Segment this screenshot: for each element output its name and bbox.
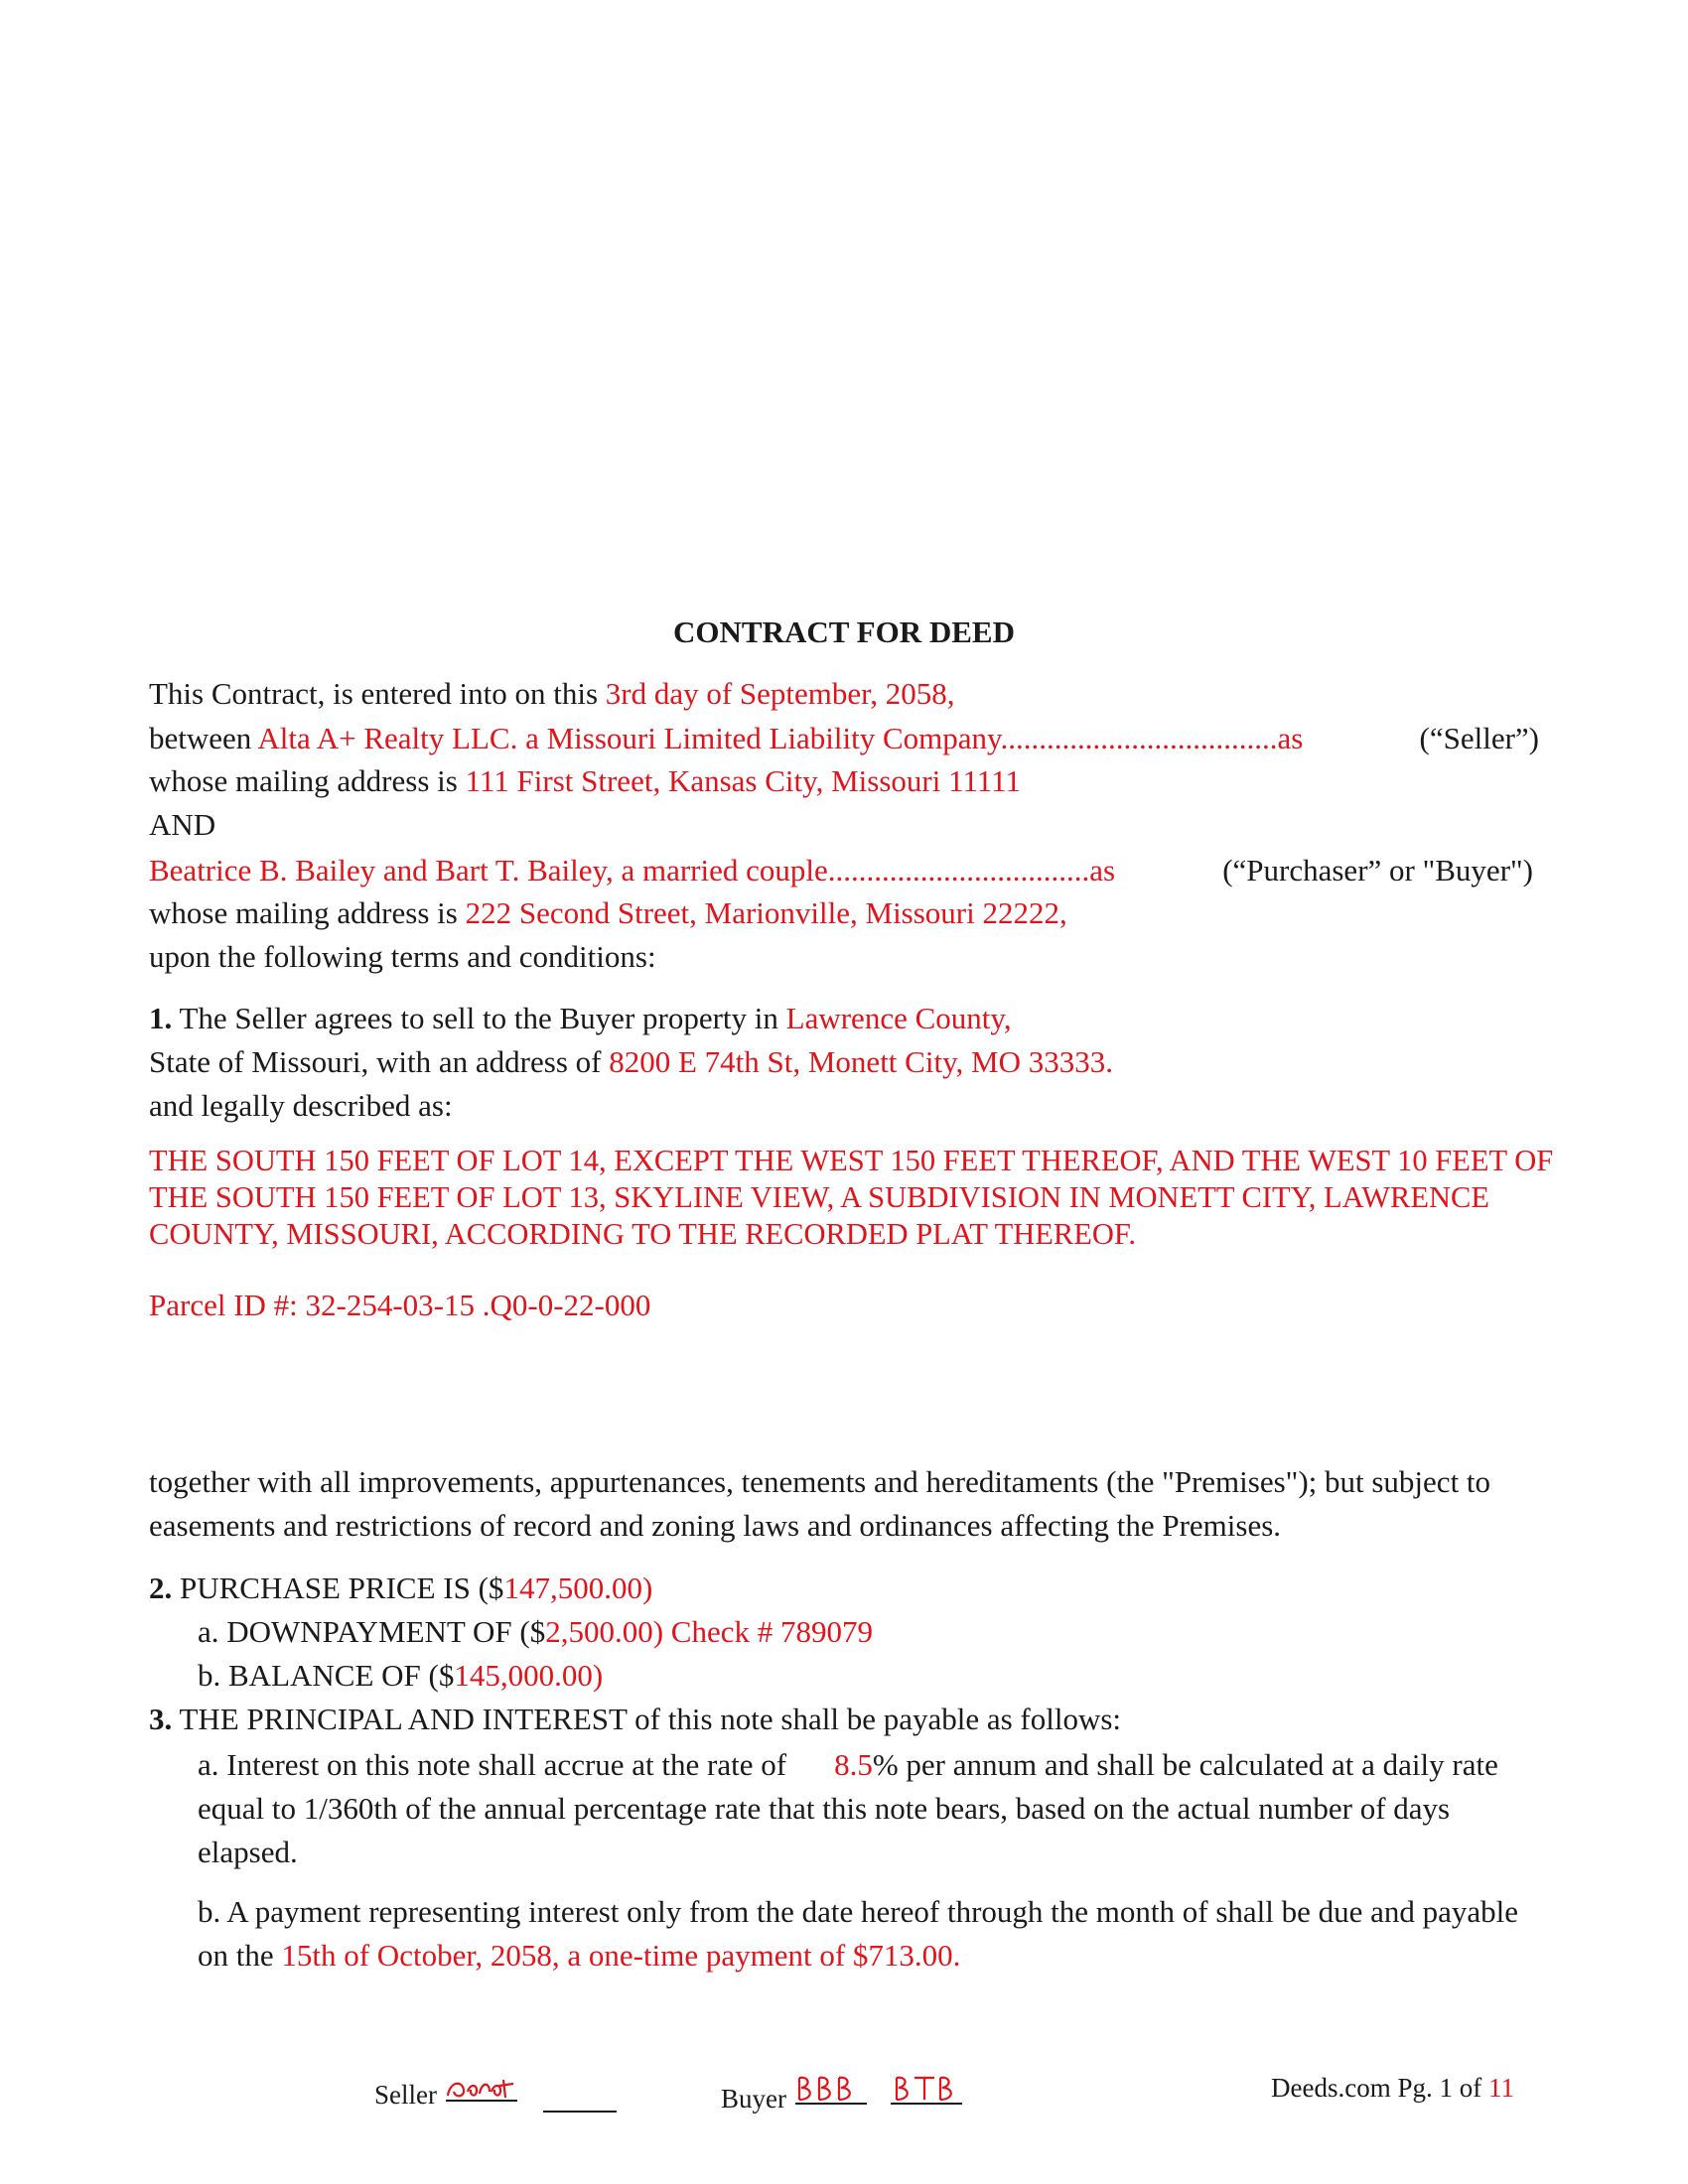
purchase-price: 147,500.00) [503,1570,653,1605]
buyer-signature-2 [889,2070,964,2116]
balance-line [198,1656,603,1696]
terms-label: upon the following terms and conditions: [149,939,656,974]
entered-text: This Contract, is entered into on this [149,676,606,711]
legal-description: THE SOUTH 150 FEET OF LOT 14, EXCEPT THE WEST 150 FEET THEREOF, AND THE WEST 10 FEET OF THE SOUTH 150 FEET OF LOT 13, SKYLINE VIEW, A SUBDIVISION IN MONETT CITY, LAWRENCE COUNTY, MISSOURI, ACCORDING TO THE RECORDED PLAT THEREOF. [149,1144,1554,1251]
section-3-line [149,1700,1121,1739]
buyer-initials [721,2070,964,2116]
intro-line [149,674,955,714]
buyer-address: 222 Second Street, Marionville, Missouri 22222, [465,895,1067,930]
interest-rate: 8.5 [834,1747,873,1782]
county: Lawrence County, [785,1001,1012,1035]
balance-amount: 145,000.00) [454,1658,604,1693]
seller-initials [374,2070,617,2113]
seller-address-line [149,761,1021,801]
section-3-label: THE PRINCIPAL AND INTEREST of this note shall be payable as follows: [172,1702,1122,1736]
interest-paragraph [198,1743,1550,1874]
buyer-as: as [1089,853,1116,887]
section-1-number: 1. [149,1001,173,1035]
parcel-id: Parcel ID #: 32-254-03-15 .Q0-0-22-000 [149,1288,651,1322]
contract-date: 3rd day of September, 2058, [605,676,955,711]
section-1-text: The Seller agrees to sell to the Buyer property in [172,1001,786,1035]
buyer-address-line [149,893,1067,933]
mailing-label: whose mailing address is [149,763,466,798]
seller-address: 111 First Street, Kansas City, Missouri 11111 [465,763,1022,798]
mailing-label: whose mailing address is [149,895,466,930]
balance-label: b. BALANCE OF ($ [198,1658,455,1693]
payment-text: b. A payment representing interest only from the date hereof through the month of shall be due and payable on the [198,1894,1519,1973]
downpayment-amount: 2,500.00) Check # 789079 [545,1614,873,1649]
premises-paragraph: together with all improvements, appurtenances, tenements and hereditaments (the "Premises"); but subject to easements and restrictions of record and zoning laws and ordinances affecting the Premises. [149,1464,1491,1543]
seller-name: Alta A+ Realty LLC. a Missouri Limited Liability Company [257,721,1001,755]
seller-second-initial-blank [543,2083,617,2113]
section-3-number: 3. [149,1702,173,1736]
buyer-label: Buyer [721,2084,786,2114]
buyer-name: Beatrice B. Bailey and Bart T. Bailey, a married couple [149,853,828,887]
seller-label: Seller [374,2080,437,2110]
and-label: AND [149,807,216,842]
buyer-line [149,851,1533,890]
section-2-number: 2. [149,1570,173,1605]
section-2-line [149,1569,652,1608]
site-page-label: Deeds.com Pg. 1 of [1271,2073,1488,2103]
total-pages: 11 [1487,2073,1514,2103]
state-text: State of Missouri, with an address of [149,1044,610,1079]
page-title: CONTRACT FOR DEED [673,614,1015,649]
seller-dots: .................................... [1000,721,1278,755]
payment-paragraph [198,1890,1550,1978]
property-address: 8200 E 74th St, Monett City, MO 33333. [609,1044,1114,1079]
seller-as: as [1277,721,1304,755]
property-address-line [149,1042,1113,1082]
interest-suffix: % per annum and shall be calculated at a daily rate equal to 1/360th of the annual percentage rate that this note bears, based on the actual number of days elapsed. [198,1747,1498,1869]
payment-details: 15th of October, 2058, a one-time payment of $713.00. [281,1938,961,1973]
buyer-signature-1 [793,2070,869,2116]
buyer-role: (“Purchaser” or "Buyer") [1222,853,1533,887]
seller-signature [444,2070,519,2113]
legal-label: and legally described as: [149,1088,453,1123]
seller-line [149,719,1539,758]
between-label: between [149,721,258,755]
seller-role: (“Seller”) [1419,721,1539,755]
section-1-line [149,999,1012,1038]
page-number [1271,2070,1514,2106]
downpayment-label: a. DOWNPAYMENT OF ($ [198,1614,546,1649]
purchase-price-label: PURCHASE PRICE IS ($ [172,1570,504,1605]
buyer-dots: .................................. [827,853,1090,887]
downpayment-line [198,1612,873,1652]
interest-prefix: a. Interest on this note shall accrue at the rate of [198,1747,787,1782]
